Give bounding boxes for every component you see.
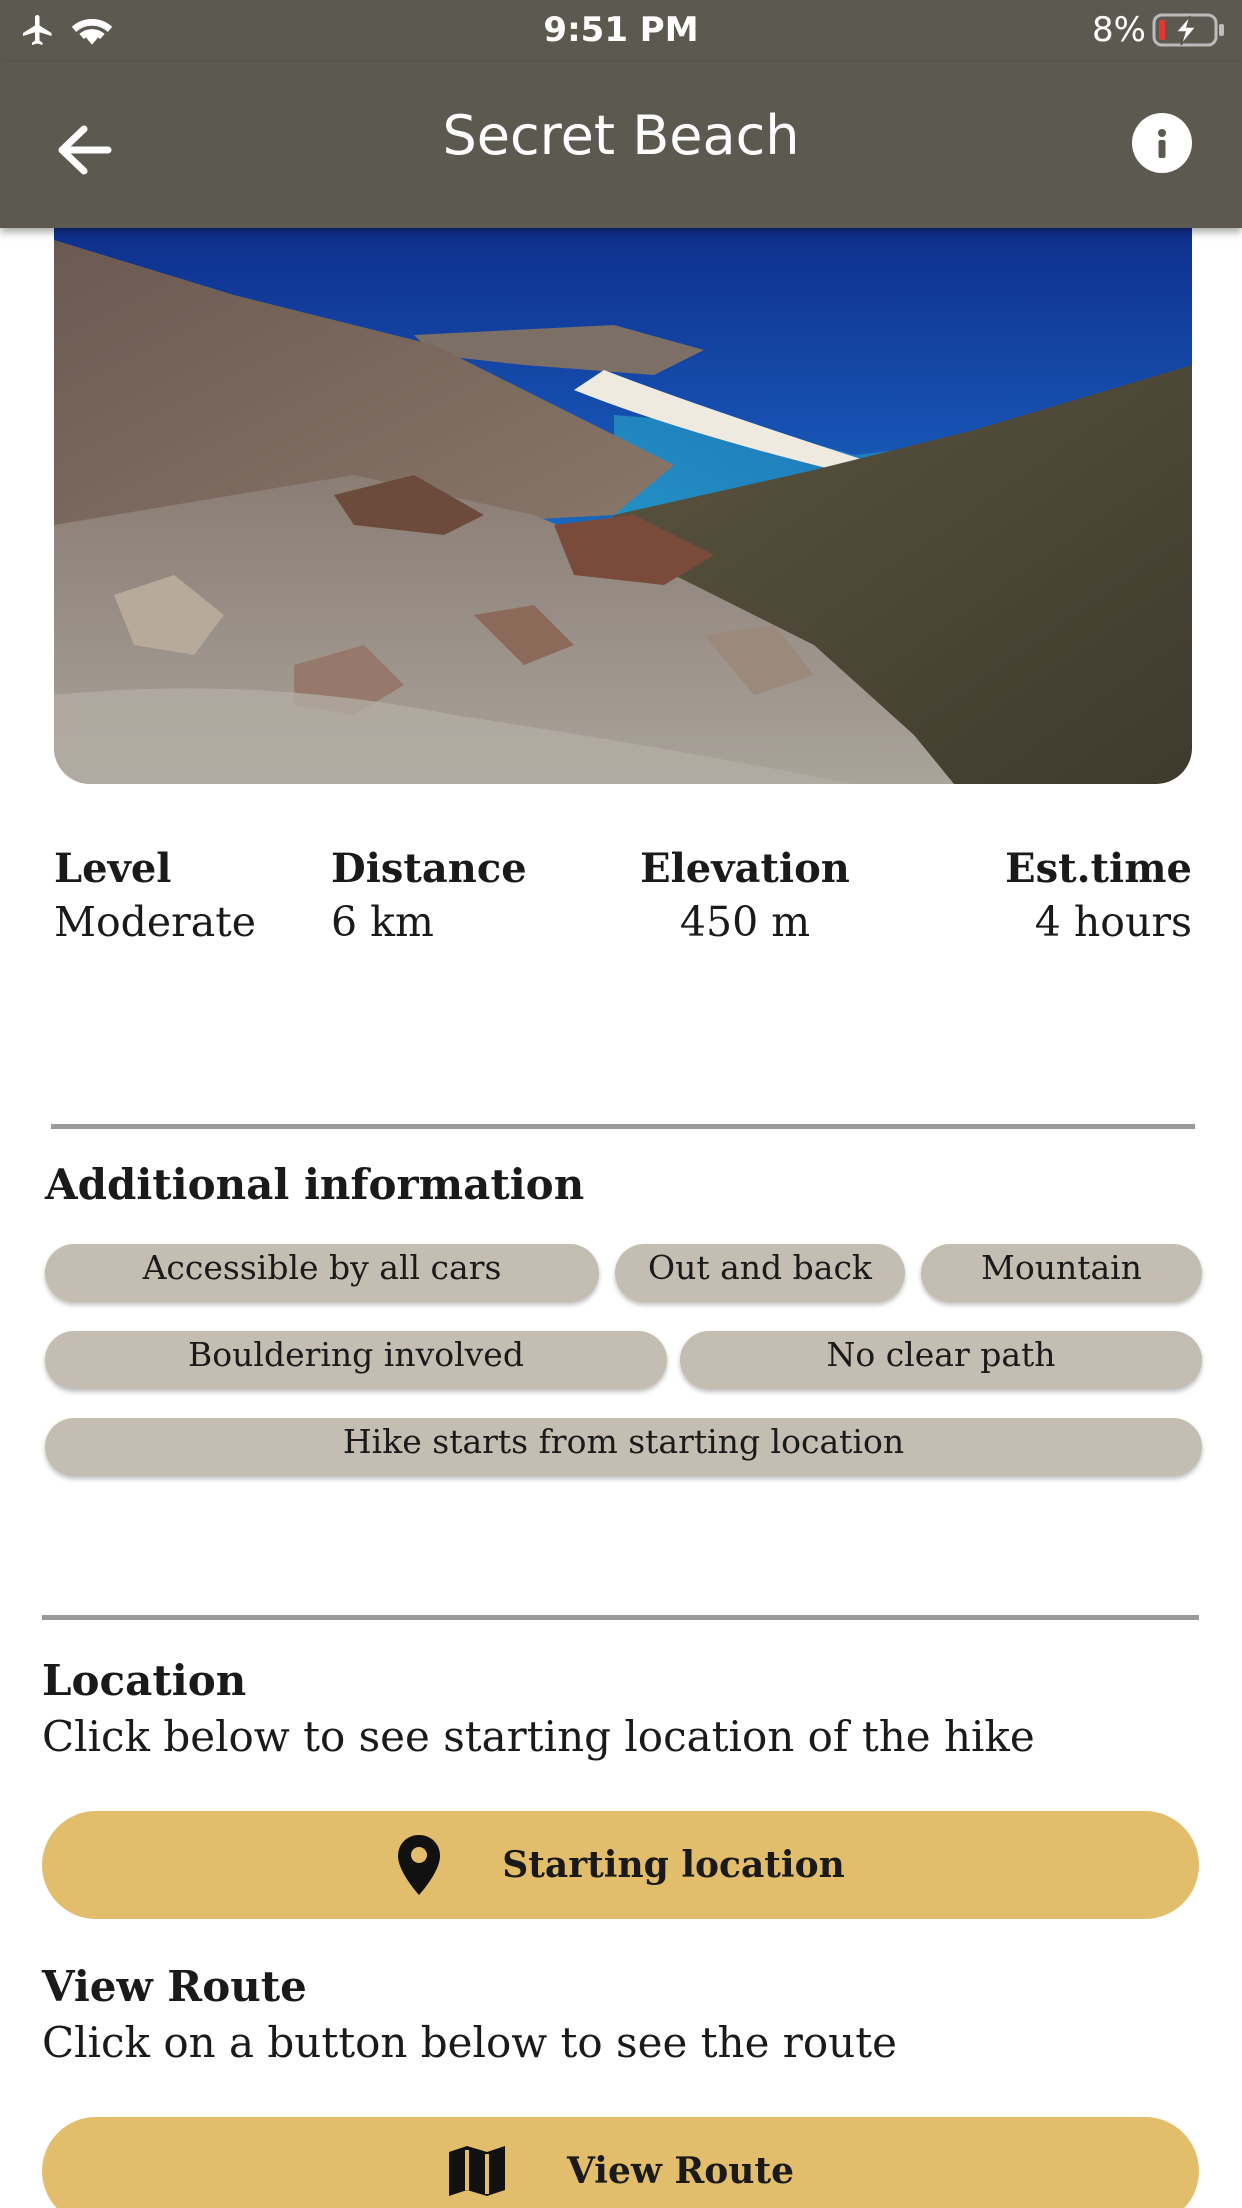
- stat-elevation-value: 450 m: [679, 898, 811, 946]
- map-icon: [447, 2144, 507, 2198]
- stat-distance: [331, 844, 527, 950]
- stat-distance-label: Distance: [331, 845, 527, 892]
- status-bar: [0, 0, 1242, 62]
- view-route-title: View Route: [42, 1962, 307, 2011]
- stat-elevation: [640, 844, 850, 950]
- location-title: Location: [42, 1656, 247, 1705]
- map-pin-icon: [396, 1833, 442, 1897]
- stat-elevation-label: Elevation: [640, 845, 850, 892]
- chip-no-clear-path: No clear path: [680, 1331, 1202, 1389]
- starting-location-button[interactable]: [42, 1811, 1199, 1919]
- info-icon: [1142, 123, 1182, 163]
- additional-info-title: Additional information: [45, 1160, 585, 1209]
- view-route-button[interactable]: [42, 2117, 1199, 2208]
- info-button[interactable]: [1132, 113, 1192, 173]
- divider: [42, 1615, 1199, 1620]
- chip-bouldering-involved: Bouldering involved: [45, 1331, 667, 1389]
- stat-level: [54, 844, 256, 950]
- chip-out-and-back: Out and back: [615, 1244, 905, 1302]
- location-description: Click below to see starting location of the hike: [42, 1712, 1035, 1761]
- chip-hike-starts-from-starting-location: Hike starts from starting location: [45, 1418, 1202, 1476]
- status-time: 9:51 PM: [543, 10, 699, 50]
- chip-accessible-by-all-cars: Accessible by all cars: [45, 1244, 599, 1302]
- view-route-button-label: View Route: [566, 2150, 795, 2192]
- battery-charging-icon: [1152, 12, 1226, 48]
- battery-status: [1092, 10, 1226, 50]
- battery-percent: 8%: [1092, 10, 1146, 50]
- chip-mountain: Mountain: [921, 1244, 1202, 1302]
- stat-distance-value: 6 km: [331, 898, 434, 946]
- stat-time-label: Est.time: [1005, 845, 1192, 892]
- page-title: Secret Beach: [442, 104, 800, 167]
- stat-est-time: [1005, 844, 1192, 950]
- divider: [51, 1124, 1195, 1129]
- starting-location-button-label: Starting location: [502, 1844, 845, 1886]
- stat-level-value: Moderate: [54, 898, 256, 946]
- app-header: [0, 62, 1242, 228]
- trail-photo: [54, 215, 1192, 784]
- stat-time-value: 4 hours: [1034, 898, 1192, 946]
- stat-level-label: Level: [54, 845, 172, 892]
- view-route-description: Click on a button below to see the route: [42, 2018, 897, 2067]
